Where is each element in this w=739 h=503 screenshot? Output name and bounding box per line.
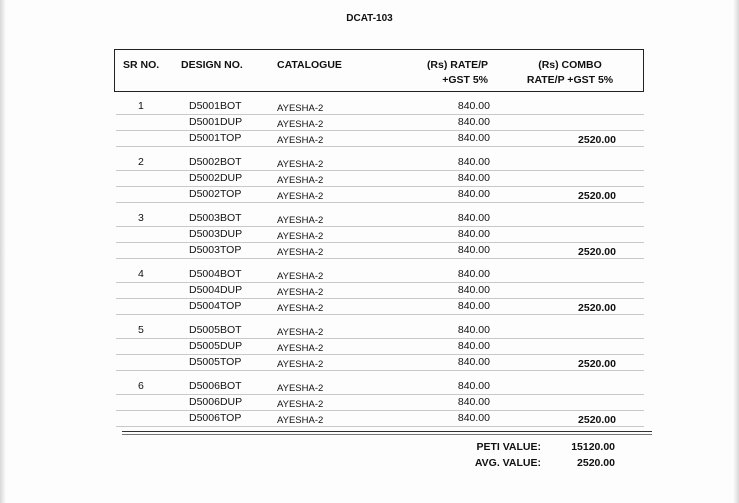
rate-cell: 840.00	[457, 268, 490, 280]
sr-no-cell: 2	[138, 156, 144, 168]
design-no-cell: D5001DUP	[189, 116, 243, 128]
table-row	[116, 170, 644, 187]
combo-rate-cell: 2520.00	[578, 134, 616, 146]
design-no-cell: D5002TOP	[189, 188, 242, 200]
catalogue-cell: AYESHA-2	[277, 287, 324, 298]
rate-cell: 840.00	[457, 228, 490, 240]
rate-cell: 840.00	[457, 156, 490, 168]
page-edge-left	[0, 0, 6, 503]
rate-cell: 840.00	[457, 116, 490, 128]
rate-cell: 840.00	[457, 324, 490, 336]
catalogue-cell: AYESHA-2	[277, 215, 324, 226]
sr-no-cell: 1	[138, 100, 144, 112]
header-design-no: DESIGN NO.	[181, 59, 243, 71]
combo-rate-cell: 2520.00	[578, 414, 616, 426]
rate-cell: 840.00	[457, 356, 490, 368]
rate-cell: 840.00	[457, 188, 490, 200]
design-no-cell: D5001BOT	[189, 100, 242, 112]
table-row	[116, 394, 644, 411]
header-rate	[427, 58, 488, 88]
document-title: DCAT-103	[346, 13, 393, 24]
header-combo-line1: (Rs) COMBO	[538, 59, 602, 71]
table-row	[116, 114, 644, 131]
table-row	[116, 226, 644, 243]
table-row	[116, 154, 644, 171]
catalogue-cell: AYESHA-2	[277, 327, 324, 338]
table-row	[116, 410, 644, 427]
header-combo-line2: RATE/P +GST 5%	[526, 74, 614, 86]
catalogue-cell: AYESHA-2	[277, 247, 324, 258]
catalogue-cell: AYESHA-2	[277, 159, 324, 170]
sr-no-cell: 4	[138, 268, 144, 280]
design-no-cell: D5001TOP	[189, 132, 242, 144]
header-combo-rate	[515, 58, 625, 88]
table-row	[116, 242, 644, 259]
table-row	[116, 266, 644, 283]
design-no-cell: D5002DUP	[189, 172, 243, 184]
combo-rate-cell: 2520.00	[578, 246, 616, 258]
header-rate-line1: (Rs) RATE/P	[426, 59, 488, 71]
rate-cell: 840.00	[457, 284, 490, 296]
design-no-cell: D5006BOT	[189, 380, 242, 392]
catalogue-cell: AYESHA-2	[277, 343, 324, 354]
catalogue-cell: AYESHA-2	[277, 135, 324, 146]
combo-rate-cell: 2520.00	[578, 358, 616, 370]
table-row	[116, 298, 644, 315]
rate-cell: 840.00	[457, 172, 490, 184]
catalogue-cell: AYESHA-2	[277, 271, 324, 282]
table-row	[116, 322, 644, 339]
catalogue-cell: AYESHA-2	[277, 175, 324, 186]
table-header	[114, 49, 644, 92]
table-row	[116, 130, 644, 147]
avg-value: 2520.00	[577, 457, 615, 469]
peti-value: 15120.00	[571, 441, 615, 453]
catalogue-cell: AYESHA-2	[277, 415, 324, 426]
avg-value-label: AVG. VALUE:	[474, 457, 541, 469]
sr-no-cell: 3	[138, 212, 144, 224]
header-rate-line2: +GST 5%	[442, 74, 488, 86]
peti-value-label: PETI VALUE:	[476, 441, 541, 453]
design-no-cell: D5005DUP	[189, 340, 243, 352]
combo-rate-cell: 2520.00	[578, 302, 616, 314]
catalogue-cell: AYESHA-2	[277, 303, 324, 314]
table-row	[116, 338, 644, 355]
rate-cell: 840.00	[457, 380, 490, 392]
design-no-cell: D5003TOP	[189, 244, 242, 256]
catalogue-cell: AYESHA-2	[277, 383, 324, 394]
design-no-cell: D5002BOT	[189, 156, 242, 168]
table-row	[116, 210, 644, 227]
header-sr-no: SR NO.	[123, 59, 160, 71]
design-no-cell: D5006DUP	[189, 396, 243, 408]
rate-cell: 840.00	[457, 340, 490, 352]
design-no-cell: D5003BOT	[189, 212, 242, 224]
rate-cell: 840.00	[457, 132, 490, 144]
rate-cell: 840.00	[457, 396, 490, 408]
table-bottom-rule	[122, 431, 652, 432]
catalogue-cell: AYESHA-2	[277, 231, 324, 242]
design-no-cell: D5004BOT	[189, 268, 242, 280]
catalogue-cell: AYESHA-2	[277, 359, 324, 370]
table-row	[116, 378, 644, 395]
combo-rate-cell: 2520.00	[578, 190, 616, 202]
table-row	[116, 98, 644, 115]
rate-cell: 840.00	[457, 300, 490, 312]
design-no-cell: D5005BOT	[189, 324, 242, 336]
table-bottom-rule-thin	[122, 434, 652, 435]
design-no-cell: D5003DUP	[189, 228, 243, 240]
table-row	[116, 354, 644, 371]
table-row	[116, 186, 644, 203]
catalogue-cell: AYESHA-2	[277, 399, 324, 410]
rate-cell: 840.00	[457, 412, 490, 424]
rate-cell: 840.00	[457, 244, 490, 256]
sr-no-cell: 5	[138, 324, 144, 336]
design-no-cell: D5005TOP	[189, 356, 242, 368]
design-no-cell: D5006TOP	[189, 412, 242, 424]
rate-cell: 840.00	[457, 100, 490, 112]
catalogue-cell: AYESHA-2	[277, 119, 324, 130]
rate-cell: 840.00	[457, 212, 490, 224]
design-no-cell: D5004DUP	[189, 284, 243, 296]
page-edge-right	[733, 0, 739, 503]
catalogue-cell: AYESHA-2	[277, 103, 324, 114]
design-no-cell: D5004TOP	[189, 300, 242, 312]
catalogue-cell: AYESHA-2	[277, 191, 324, 202]
table-row	[116, 282, 644, 299]
sr-no-cell: 6	[138, 380, 144, 392]
header-catalogue: CATALOGUE	[277, 59, 342, 71]
